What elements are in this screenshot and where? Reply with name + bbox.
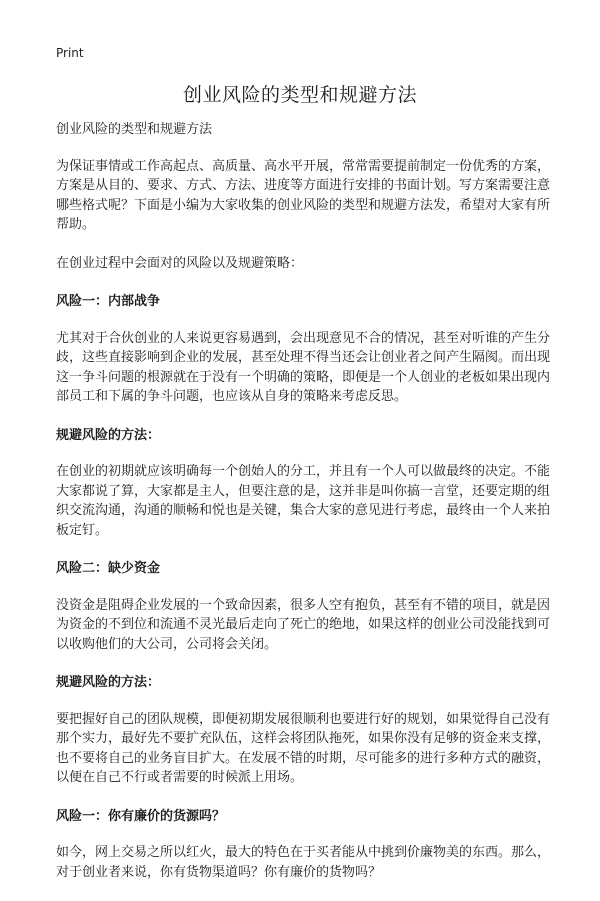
risk1-heading: 风险一：内部战争: [56, 294, 161, 309]
risk2-paragraph: 没资金是阻碍企业发展的一个致命因素，很多人空有抱负，甚至有不错的项目，就是因为资金的不到位和流通不灵光最后走向了死亡的绝地，如果这样的创业公司没能找到可以收购他们的大公司，公司将会关闭。: [56, 597, 551, 652]
risk3-paragraph: 如今，网上交易之所以红火，最大的特色在于买者能从中挑到价廉物美的东西。那么，对于创业者来说，你有货物渠道吗？你有廉价的货物吗？: [56, 845, 551, 880]
article-body: [56, 120, 550, 901]
method1-paragraph: 在创业的初期就应该明确每一个创始人的分工，并且有一个人可以做最终的决定。不能大家都说了算，大家都是主人，但要注意的是，这并非是叫你搞一言堂，还要定期的组织交流沟通，沟通的顺畅和悦也是关键，集合大家的意见进行考虑，最终由一个人来拍板定钉。: [56, 464, 551, 538]
lead-paragraph: 在创业过程中会面对的风险以及规避策略：: [56, 255, 304, 271]
print-link[interactable]: Print: [56, 46, 84, 60]
method2-paragraph: 要把握好自己的团队规模，即便初期发展很顺利也要进行好的规划，如果觉得自己没有那个实力，最好先不要扩充队伍，这样会将团队拖死，如果你没有足够的资金来支撑，也不要将自己的业务盲目扩大。在发展不错的时期，尽可能多的进行多种方式的融资，以便在自己不行或者需要的时候派上用场。: [56, 711, 551, 785]
method2-heading: 规避风险的方法：: [56, 675, 161, 690]
risk2-heading: 风险二：缺少资金: [56, 561, 161, 576]
document-title: 创业风险的类型和规避方法: [182, 84, 417, 106]
article-subtitle: 创业风险的类型和规避方法: [56, 122, 213, 137]
intro-paragraph: 为保证事情或工作高起点、高质量、高水平开展，常常需要提前制定一份优秀的方案，方案是从目的、要求、方式、方法、进度等方面进行安排的书面计划。写方案需要注意哪些格式呢？下面是小编为大家收集的创业风险的类型和规避方法发，希望对大家有所帮助。: [56, 158, 551, 232]
risk3-heading: 风险一：你有廉价的货源吗？: [56, 808, 226, 824]
method1-heading: 规避风险的方法：: [56, 427, 161, 443]
risk1-paragraph: 尤其对于合伙创业的人来说更容易遇到，会出现意见不合的情况，甚至对听谁的产生分歧，这些直接影响到企业的发展，甚至处理不得当还会让创业者之间产生隔阂。而出现这一争斗问题的根源就在于没有一个明确的策略，即便是一个人创业的老板如果出现内部员工和下属的争斗问题，也应该从自身的策略来考虑反思。: [56, 330, 551, 404]
